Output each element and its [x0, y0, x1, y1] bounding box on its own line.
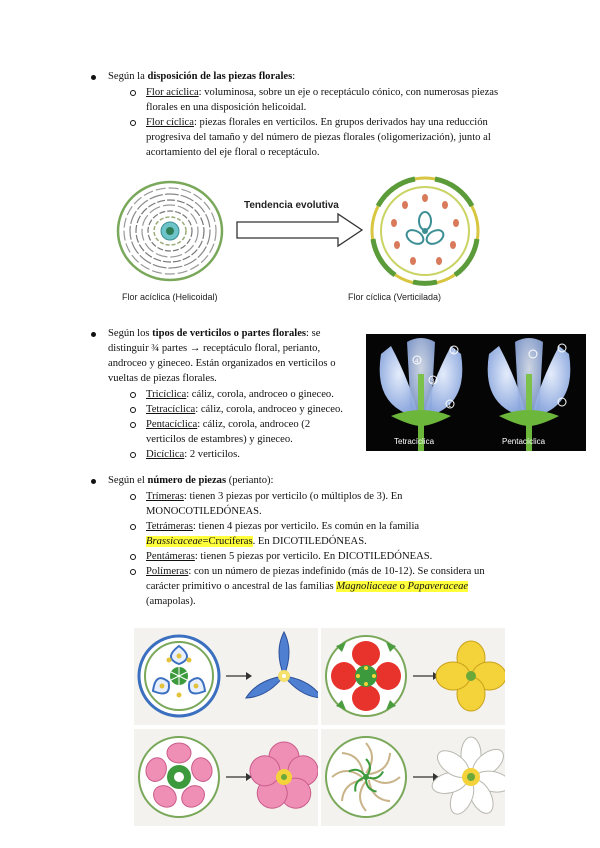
pentameras-item: Pentámeras: tienen 5 piezas por verticilo. En DICOTILEDÓNEAS. — [146, 551, 433, 562]
photo-number: 2 — [452, 349, 456, 355]
tetraciclica-flower — [380, 338, 463, 451]
sub-bullet — [130, 569, 136, 575]
polimera-illustration — [321, 729, 505, 826]
tetraciclica-item: Tetracíclica: cáliz, corola, androceo y gineceo. — [146, 404, 343, 415]
photo-number: 4 — [415, 359, 419, 365]
verticilos-flowers — [366, 334, 586, 451]
photo-number: 1 — [448, 403, 452, 409]
tetramera-illustration — [321, 628, 505, 725]
sub-bullet — [130, 392, 136, 398]
panel-pentamera — [134, 729, 318, 826]
sub-bullet — [130, 422, 136, 428]
evolution-arrow — [237, 214, 362, 246]
evolution-diagram — [110, 176, 480, 306]
sub-bullet — [130, 524, 136, 530]
pentamera-illustration — [134, 729, 318, 826]
diciclica-item: Dicíclica: 2 verticilos. — [146, 449, 240, 460]
right-caption: Flor cíclica (Verticilada) — [348, 292, 442, 302]
photo-number: 3 — [431, 379, 435, 385]
trimera-illustration — [134, 628, 318, 725]
bullet — [91, 75, 96, 80]
photo-label-pentaciclica: Pentacíclica — [502, 437, 546, 446]
section3-intro: Según el número de piezas (perianto): — [108, 475, 274, 486]
sub-bullet — [130, 90, 136, 96]
sub-bullet — [130, 452, 136, 458]
photo-label-tetraciclica: Tetracíclica — [394, 437, 435, 446]
sub-bullet — [130, 554, 136, 560]
trimeras-item: Trímeras: tienen 3 piezas por verticilo (o múltiplos de 3). En MONOCOTILEDÓNEAS. — [146, 491, 403, 517]
verticilos-photo — [366, 334, 586, 451]
bullet — [91, 479, 96, 484]
section1-intro: Según la disposición de las piezas florales: — [108, 71, 296, 82]
figure-evolution — [110, 176, 480, 306]
bullet — [91, 332, 96, 337]
cyclic-flower-illustration — [372, 178, 478, 284]
panel-trimera — [134, 628, 318, 725]
triciclica-item: Tricíclica: cáliz, corola, androceo o gineceo. — [146, 389, 334, 400]
section2-intro: Según los tipos de verticilos o partes florales: se distinguir ¾ partes → receptáculo floral, perianto, androceo y gineceo. Están organizados en verticilos o vueltas de piezas florales. — [108, 328, 336, 384]
arrow-label: Tendencia evolutiva — [244, 200, 339, 211]
acyclic-flower-illustration — [118, 182, 222, 280]
tetrameras-item: Tetrámeras: tienen 4 piezas por verticilo. Es común en la familia Brassicaceae=Crucíferas. En DICOTILEDÓNEAS. — [146, 521, 420, 547]
left-caption: Flor acíclica (Helicoidal) — [122, 292, 218, 302]
aciclica-item: Flor acíclica: voluminosa, sobre un eje o receptáculo cónico, con numerosas piezas florales en una disposición helicoidal. — [146, 87, 499, 113]
ciclica-item: Flor cíclica: piezas florales en verticilos. En grupos derivados hay una reducción progresiva del tamaño y del número de piezas florales (oligomerización), junto al acortamiento del eje floral o receptáculo. — [146, 117, 491, 158]
polimeras-item: Polímeras: con un número de piezas indefinido (más de 10-12). Se considera un carácter primitivo o ancestral de las familias Magnoliaceae o Papaveraceae (amapolas). — [146, 566, 485, 607]
panel-polimera — [321, 729, 505, 826]
pentaciclica-item: Pentacíclica: cáliz, corola, androceo (2 verticilos de estambres) y gineceo. — [146, 419, 311, 445]
panel-tetramera — [321, 628, 505, 725]
sub-bullet — [130, 494, 136, 500]
pentaciclica-flower — [488, 338, 571, 451]
sub-bullet — [130, 120, 136, 126]
sub-bullet — [130, 407, 136, 413]
